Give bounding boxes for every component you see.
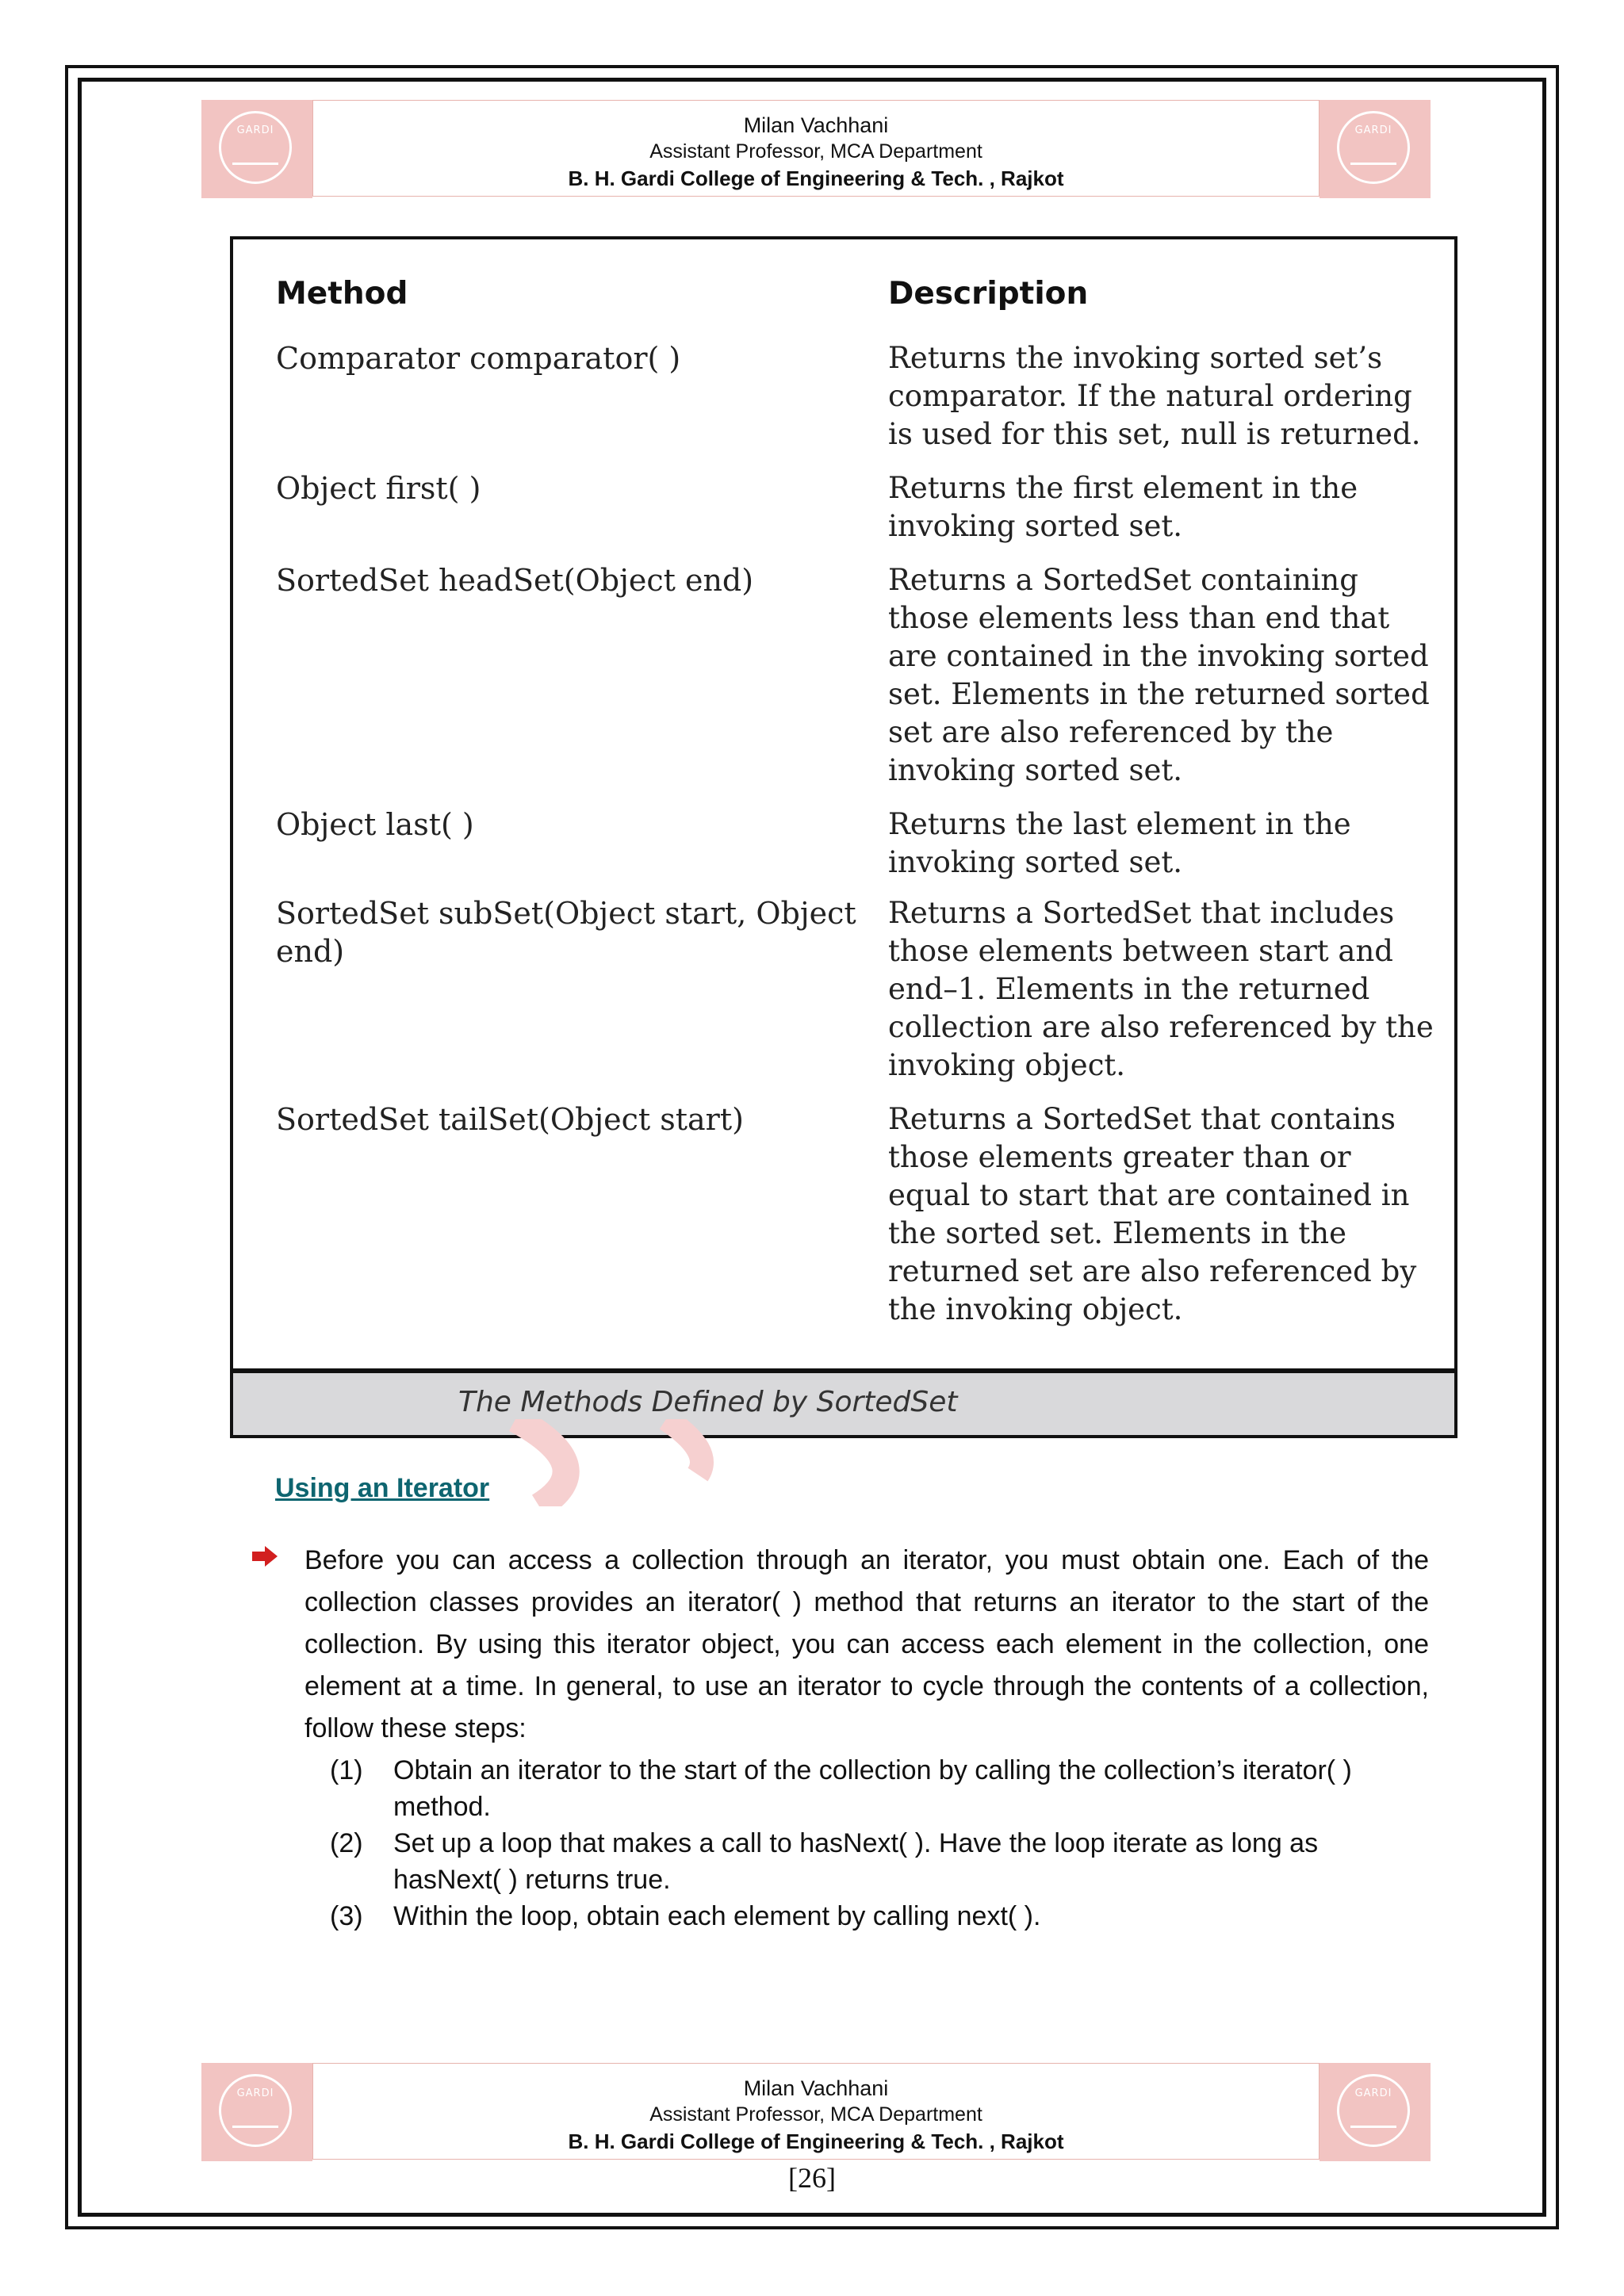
logo-seal-icon: GARDI xyxy=(219,2074,292,2147)
description-cell xyxy=(888,806,1435,882)
section-heading: Using an Iterator xyxy=(275,1473,490,1503)
description-text: Returns a SortedSet that contains those elements greater than or equal to start that are contained in the sorted set. Elements in the returned set are also referenced by the invoking object. xyxy=(888,1102,1417,1326)
college-logo-right xyxy=(1320,2063,1431,2161)
page-header xyxy=(201,100,1431,200)
watermark-logo xyxy=(508,1419,745,1506)
method-cell: Object first( ) xyxy=(276,471,481,506)
author-name: Milan Vachhani xyxy=(743,113,889,137)
step-text: Within the loop, obtain each element by calling next( ). xyxy=(393,1901,1041,1931)
description-cell xyxy=(888,1100,1435,1329)
author-name: Milan Vachhani xyxy=(743,2076,889,2100)
author-title: Assistant Professor, MCA Department xyxy=(649,140,982,163)
step-number: (2) xyxy=(330,1828,363,1858)
table-caption xyxy=(230,1370,1457,1438)
logo-seal-icon: GARDI xyxy=(1337,2074,1410,2147)
step-number: (3) xyxy=(330,1901,363,1931)
method-cell: SortedSet tailSet(Object start) xyxy=(276,1102,744,1137)
step-text: Obtain an iterator to the start of the collection by calling the collection’s iterator( ) method. xyxy=(393,1755,1352,1822)
intro-paragraph: Before you can access a collection through an iterator, you must obtain one. Each of the collection classes provides an iterator( ) method that returns an iterator to the start of the collection. By using this iterator object, you can access each element in the collection, one element at a time. In general, to use an iterator to cycle through the contents of a collection, follow these steps: xyxy=(304,1545,1429,1743)
author-title: Assistant Professor, MCA Department xyxy=(649,2103,982,2126)
column-header-method: Method xyxy=(276,276,408,312)
page-number: [26] xyxy=(788,2162,836,2194)
college-logo-left xyxy=(201,2063,312,2161)
description-text: Returns a SortedSet containing those elements less than end that are contained in the invoking sorted set. Elements in the returned sorted set are also referenced by the invoking sorted set. xyxy=(888,563,1430,787)
method-cell: Comparator comparator( ) xyxy=(276,341,681,376)
description-cell xyxy=(888,469,1435,545)
description-text: Returns the last element in the invoking sorted set. xyxy=(888,807,1351,879)
page-footer xyxy=(201,2063,1431,2163)
description-text: Returns the invoking sorted set’s comparator. If the natural ordering is used for this set, null is returned. xyxy=(888,341,1421,451)
college-logo-right xyxy=(1320,100,1431,198)
description-text: Returns the first element in the invoking sorted set. xyxy=(888,471,1358,543)
college-name: B. H. Gardi College of Engineering & Tech. , Rajkot xyxy=(568,166,1064,190)
table-caption-text: The Methods Defined by SortedSet xyxy=(458,1386,958,1418)
footer-info-box xyxy=(312,2063,1320,2160)
college-name: B. H. Gardi College of Engineering & Tech. , Rajkot xyxy=(568,2130,1064,2153)
logo-seal-icon: GARDI xyxy=(219,111,292,184)
column-header-description: Description xyxy=(888,276,1089,312)
description-text: Returns a SortedSet that includes those elements between start and end–1. Elements in the returned collection are also referenced by the invoking object. xyxy=(888,896,1434,1082)
logo-seal-icon: GARDI xyxy=(1337,111,1410,184)
description-cell xyxy=(888,894,1435,1085)
step-text: Set up a loop that makes a call to hasNext( ). Have the loop iterate as long as hasNext( ) returns true. xyxy=(393,1828,1319,1895)
method-cell: Object last( ) xyxy=(276,807,474,842)
method-cell: SortedSet headSet(Object end) xyxy=(276,563,754,598)
step-number: (1) xyxy=(330,1755,363,1785)
red-arrow-bullet-icon xyxy=(251,1544,279,1568)
college-logo-left xyxy=(201,100,312,198)
description-cell xyxy=(888,339,1435,453)
method-cell: SortedSet subSet(Object start, Object end) xyxy=(276,896,856,969)
header-info-box xyxy=(312,100,1320,197)
description-cell xyxy=(888,561,1435,790)
